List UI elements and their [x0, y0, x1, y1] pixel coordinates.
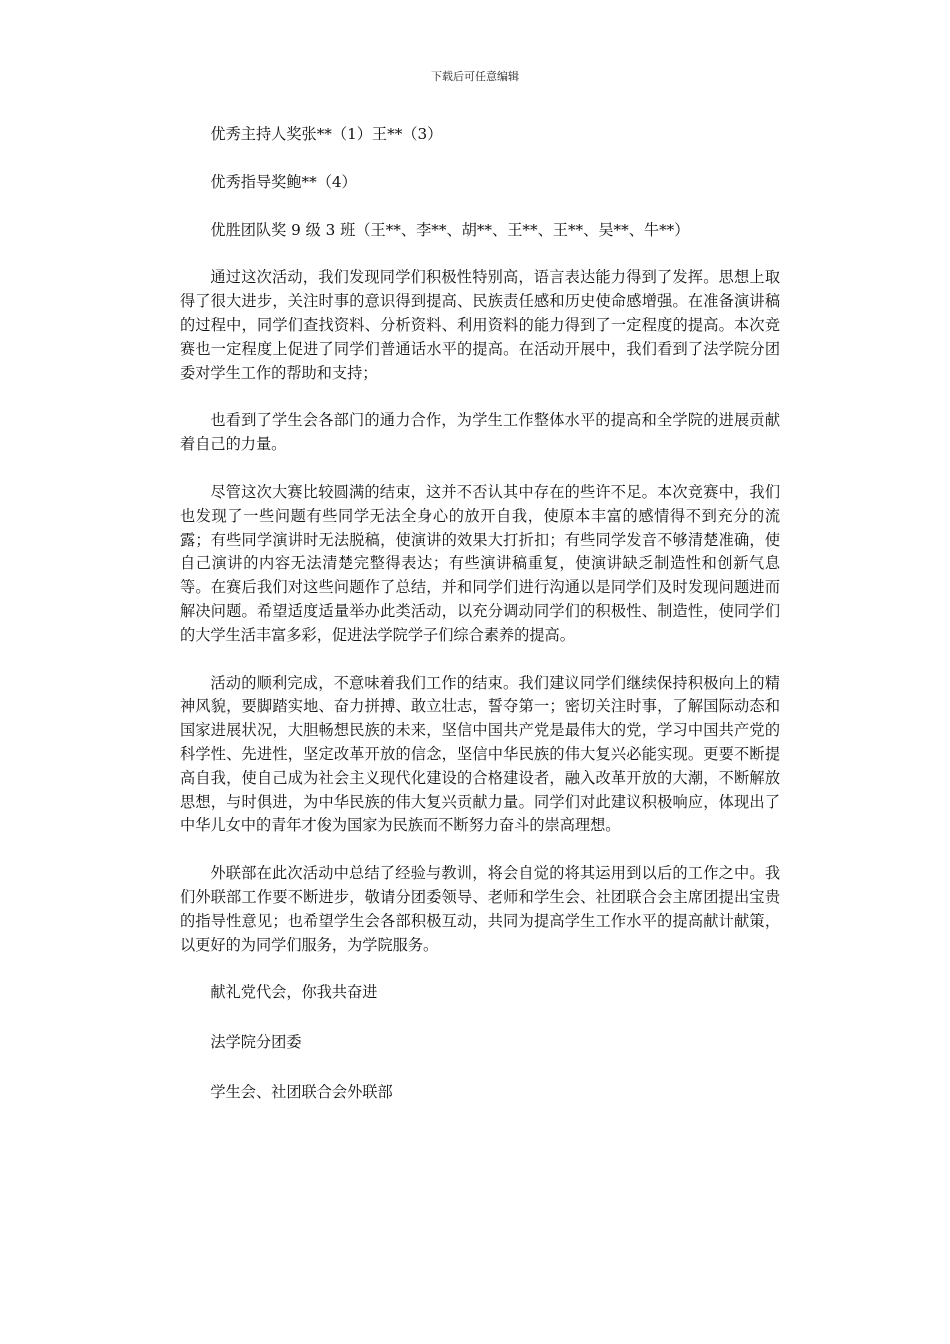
award-host: 优秀主持人奖张**（1）王**（3） — [210, 125, 443, 143]
paragraph-results: 通过这次活动，我们发现同学们积极性特别高，语言表达能力得到了发挥。思想上取得了很大进步，关注时事的意识得到提高、民族责任感和历史使命感增强。在准备演讲稿的过程中，同学们查找资料、分析资料、利用资料的能力得到了一定程度的提高。本次竞赛也一定程度上促进了同学们普通话水平的提高。在活动开展中，我们看到了法学院分团委对学生工作的帮助和支持； — [180, 268, 780, 382]
paragraph-cooperation: 也看到了学生会各部门的通力合作，为学生工作整体水平的提高和全学院的进展贡献着自己的力量。 — [180, 411, 780, 454]
paragraph-shortcomings: 尽管这次大赛比较圆满的结束，这并不否认其中存在的些许不足。本次竞赛中，我们也发现了一些问题有些同学无法全身心的放开自我，使原本丰富的感情得不到充分的流露；有些同学演讲时无法脱稿，使演讲的效果大打折扣；有些同学发音不够清楚准确，使自己演讲的内容无法清楚完整得表达；有些演讲稿重复，使演讲缺乏制造性和创新气息等。在赛后我们对这些问题作了总结，并和同学们进行沟通以是同学们及时发现问题进而解决问题。希望适度适量举办此类活动，以充分调动同学们的积极性、制造性，使同学们的大学生活丰富多彩，促进法学院学子们综合素养的提高。 — [180, 482, 780, 644]
document-body — [180, 123, 780, 1131]
page-header: 下载后可任意编辑 — [431, 70, 519, 83]
paragraph-summary: 外联部在此次活动中总结了经验与教训，将会自觉的将其运用到以后的工作之中。我们外联部工作要不断进步，敬请分团委领导、老师和学生会、社团联合会主席团提出宝贵的指导性意见；也希望学生会各部积极互动，共同为提高学生工作水平的提高献计献策，以更好的为同学们服务，为学院服务。 — [180, 864, 780, 954]
signature-department: 学生会、社团联合会外联部 — [210, 1082, 393, 1101]
closing-slogan: 献礼党代会，你我共奋进 — [210, 983, 378, 1002]
award-advisor: 优秀指导奖鲍**（4） — [210, 172, 357, 191]
award-team: 优胜团队奖 9 级 3 班（王**、李**、胡**、王**、王**、吴**、牛**） — [210, 220, 690, 239]
paragraph-suggestions: 活动的顺利完成，不意味着我们工作的结束。我们建议同学们继续保持积极向上的精神风貌，要脚踏实地、奋力拼搏、敢立壮志，誓夺第一；密切关注时事，了解国际动态和国家进展状况，大胆畅想民族的未来，坚信中国共产党是最伟大的党，学习中国共产党的科学性、先进性，坚定改革开放的信念，坚信中华民族的伟大复兴必能实现。更要不断提高自我，使自己成为社会主义现代化建设的合格建设者，融入改革开放的大潮，不断解放思想，与时俱进，为中华民族的伟大复兴贡献力量。同学们对此建议积极响应，体现出了中华儿女中的青年才俊为国家为民族而不断努力奋斗的崇高理想。 — [180, 673, 780, 835]
signature-committee: 法学院分团委 — [210, 1033, 302, 1052]
